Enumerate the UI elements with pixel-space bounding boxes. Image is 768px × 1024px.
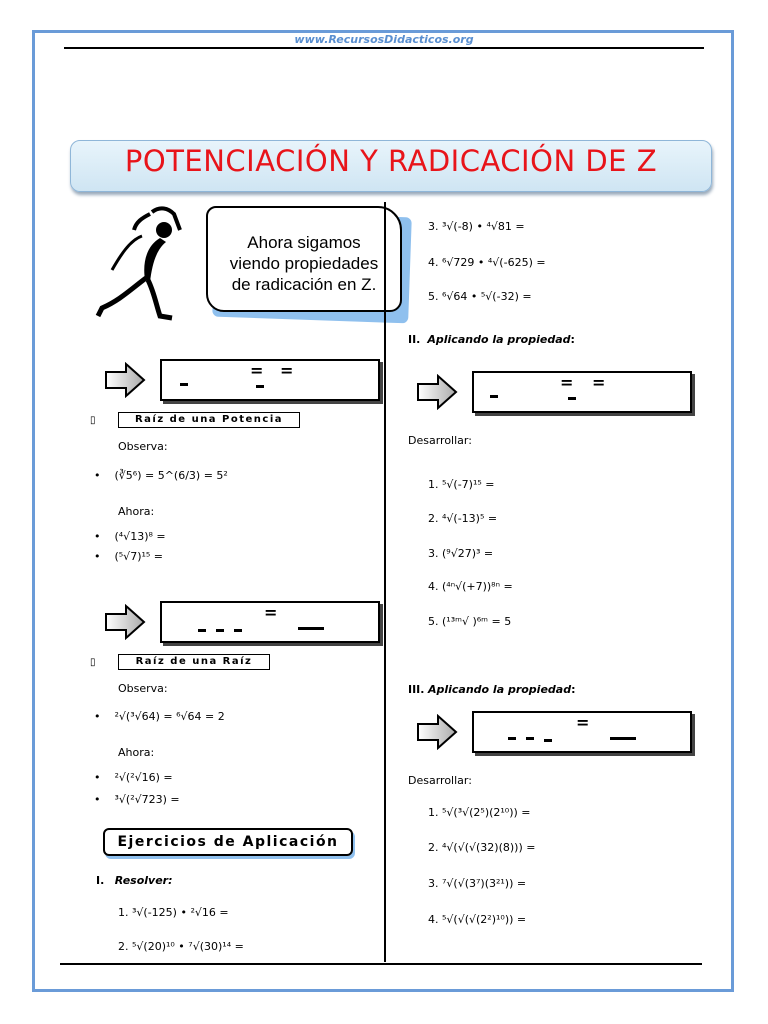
exercise-item: 2. ⁴√(-13)⁵ = (428, 512, 498, 525)
exercise-item: 4. ⁶√729 • ⁴√(-625) = (428, 256, 546, 269)
list-item: • (∛5⁶) = 5^(6/3) = 5² (94, 469, 228, 482)
part-2-heading: II. Aplicando la propiedad: (408, 333, 575, 346)
part-3-heading: III. Aplicando la propiedad: (408, 683, 576, 696)
desarrollar-label: Desarrollar: (408, 434, 472, 447)
property-box-2: = (160, 601, 380, 643)
exercise-item: 2. ⁵√(20)¹⁰ • ⁷√(30)¹⁴ = (118, 940, 244, 953)
exercise-item: 4. (⁴ⁿ√(+7))⁸ⁿ = (428, 580, 513, 593)
exercise-item: 3. ³√(-8) • ⁴√81 = (428, 220, 525, 233)
part-1-heading: I. Resolver: (96, 874, 173, 887)
list-item: • ³√(²√723) = (94, 793, 180, 806)
exercise-item: 1. ³√(-125) • ²√16 = (118, 906, 229, 919)
exercises-heading: Ejercicios de Aplicación (103, 828, 353, 856)
stretching-figure-icon (90, 200, 200, 325)
list-item: • (⁴√13)⁸ = (94, 530, 166, 543)
speech-bubble (206, 206, 402, 312)
exercise-item: 2. ⁴√(√(√(32)(8))) = (428, 841, 536, 854)
exercise-item: 4. ⁵√(√(√(2²)¹⁰)) = (428, 913, 527, 926)
exercise-item: 5. ⁶√64 • ⁵√(-32) = (428, 290, 532, 303)
list-item: • ²√(²√16) = (94, 771, 173, 784)
exercise-item: 3. (⁹√27)³ = (428, 547, 494, 560)
column-divider (384, 202, 386, 962)
bullet-marker: ▯ (90, 415, 96, 426)
exercise-item: 1. ⁵√(³√(2⁵)(2¹⁰)) = (428, 806, 531, 819)
property-box-3: = = (472, 371, 692, 413)
list-item: • ²√(³√64) = ⁶√64 = 2 (94, 710, 225, 723)
section-raiz-raiz: Raíz de una Raíz (118, 654, 270, 670)
bubble-line-3: de radicación en Z. (231, 275, 377, 294)
page-title: POTENCIACIÓN Y RADICACIÓN DE Z (124, 144, 658, 178)
exercise-item: 1. ⁵√(-7)¹⁵ = (428, 478, 495, 491)
bubble-line-2: viendo propiedades (229, 254, 379, 273)
observa-label: Observa: (118, 440, 168, 453)
property-box-1: = = (160, 359, 380, 401)
exercise-item: 3. ⁷√(√(3⁷)(3²¹)) = (428, 877, 527, 890)
bullet-marker: ▯ (90, 657, 96, 668)
arrow-right-icon (416, 374, 458, 410)
arrow-right-icon (104, 362, 146, 398)
ahora-label: Ahora: (118, 746, 155, 759)
ahora-label: Ahora: (118, 505, 155, 518)
arrow-right-icon (104, 604, 146, 640)
section-raiz-potencia: Raíz de una Potencia (118, 412, 300, 428)
top-rule (64, 47, 704, 49)
property-box-4: = (472, 711, 692, 753)
title-banner (70, 140, 712, 192)
exercise-item: 5. (¹³ᵐ√ )⁶ᵐ = 5 (428, 615, 512, 628)
list-item: • (⁵√7)¹⁵ = (94, 550, 164, 563)
website-header[interactable]: www.RecursosDidacticos.org (294, 33, 474, 46)
arrow-right-icon (416, 714, 458, 750)
bubble-line-1: Ahora sigamos (247, 233, 361, 252)
observa-label: Observa: (118, 682, 168, 695)
desarrollar-label: Desarrollar: (408, 774, 472, 787)
bottom-rule (60, 963, 702, 965)
